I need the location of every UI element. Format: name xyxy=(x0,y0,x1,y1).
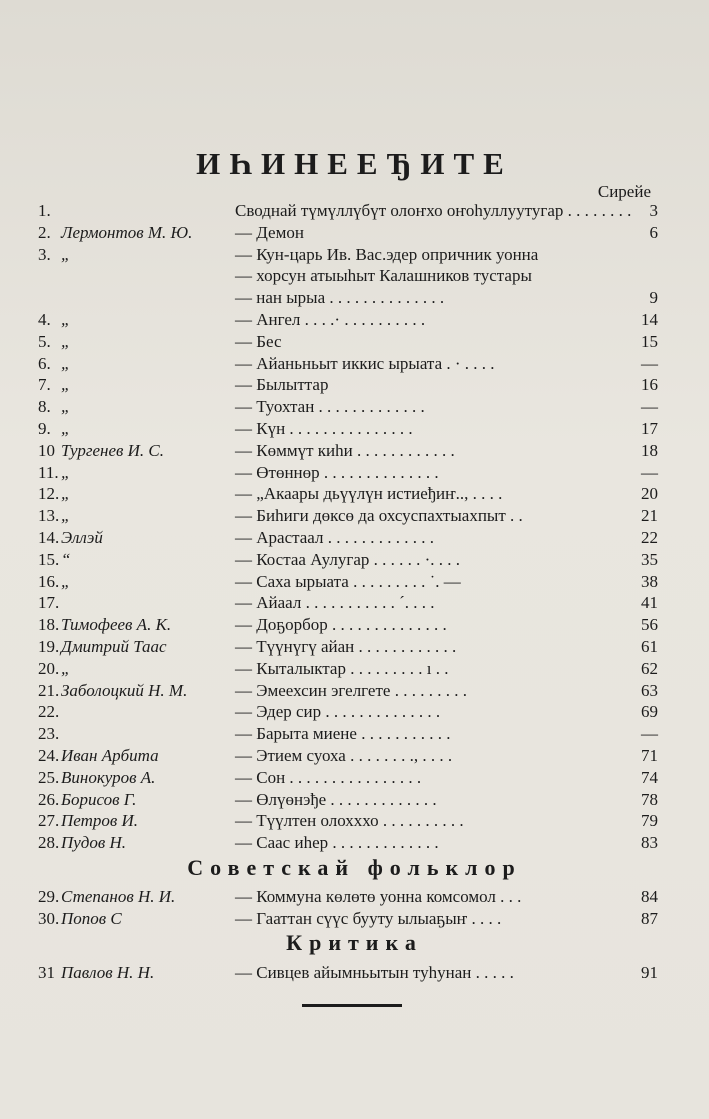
entry-title: — Эмеехсин эгелгете . . . . . . . . . xyxy=(235,680,467,700)
toc-entry xyxy=(38,222,658,244)
entry-author: „ xyxy=(61,506,71,526)
entry-page: 61 xyxy=(641,637,658,656)
entry-author: Попов С xyxy=(61,909,122,928)
entry-author: „ xyxy=(61,353,71,373)
entry-number: 8. xyxy=(38,397,51,417)
entry-number: 27. xyxy=(38,811,60,831)
entry-title: — Эдер сир . . . . . . . . . . . . . . xyxy=(235,702,441,722)
entry-title: — нан ырыа . . . . . . . . . . . . . . xyxy=(235,288,445,308)
entry-title: — Бес xyxy=(235,331,282,351)
toc-entry xyxy=(38,767,658,789)
toc-entry xyxy=(38,886,658,908)
entry-author: Петров И. xyxy=(61,811,139,831)
toc-entry xyxy=(38,440,658,462)
entry-title: — Демон xyxy=(235,222,304,242)
entry-author: „ xyxy=(61,484,71,504)
toc-entry xyxy=(38,353,658,375)
entry-number: 15. xyxy=(38,549,60,569)
toc-entry xyxy=(38,200,658,222)
entry-author: Борисов Г. xyxy=(61,789,137,809)
toc-entry xyxy=(38,962,658,984)
page-column-label: Сирейе xyxy=(597,182,651,201)
entry-title: — Ангел . . . .· . . . . . . . . . . xyxy=(235,310,426,329)
entry-author: Дмитрий Таас xyxy=(61,637,167,656)
entry-page: 38 xyxy=(641,571,658,591)
entry-author: Лермонтов М. Ю. xyxy=(61,222,193,242)
entry-author: Павлов Н. Н. xyxy=(61,963,155,982)
entry-number: 5. xyxy=(38,331,51,351)
entry-page: 18 xyxy=(641,440,658,460)
entry-page: 15 xyxy=(641,331,658,351)
toc-entry xyxy=(38,680,658,702)
entry-author: „ xyxy=(61,331,71,351)
entry-number: 11. xyxy=(38,462,59,482)
entry-title: — Костаа Аулугар . . . . . . ·. . . . xyxy=(235,549,461,569)
entry-title: — Биһиги дөксө да охсуспахтыахпыт . . xyxy=(235,506,523,526)
entry-number: 22. xyxy=(38,702,60,722)
entry-title: — Күн . . . . . . . . . . . . . . . xyxy=(235,419,413,438)
entry-number: 26. xyxy=(38,789,60,809)
entry-author: „ xyxy=(61,419,71,438)
entry-page: — xyxy=(641,397,658,417)
entry-number: 4. xyxy=(38,310,51,329)
entry-author: Винокуров А. xyxy=(61,767,156,787)
entry-title: — Туохтан . . . . . . . . . . . . . xyxy=(235,397,425,417)
entry-number: 2. xyxy=(38,222,51,242)
page-title: ИҺИНЕЕЂИТЕ xyxy=(196,146,513,181)
entry-number: 31 xyxy=(38,963,55,982)
entry-author: „ xyxy=(61,571,71,591)
toc-entry xyxy=(38,908,658,930)
entry-number: 1. xyxy=(38,201,51,220)
entry-number: 16. xyxy=(38,571,60,591)
toc-entry xyxy=(38,832,658,854)
toc-entry xyxy=(38,527,658,549)
entry-number: 23. xyxy=(38,724,60,744)
toc-entry xyxy=(38,701,658,723)
toc-entry xyxy=(38,658,658,680)
entry-page: 71 xyxy=(641,746,658,765)
entry-page: 41 xyxy=(641,593,658,613)
entry-number: 7. xyxy=(38,375,51,395)
entry-number: 13. xyxy=(38,506,60,526)
entry-page: 63 xyxy=(641,680,658,700)
entry-title: — Өтөннөр . . . . . . . . . . . . . . xyxy=(235,462,439,482)
entry-author: „ xyxy=(61,658,71,678)
entry-number: 10 xyxy=(38,440,55,460)
toc-entry xyxy=(38,745,658,767)
entry-number: 25. xyxy=(38,767,60,787)
entry-page: 62 xyxy=(641,658,658,678)
toc-entry xyxy=(38,723,658,745)
toc-entry xyxy=(38,505,658,527)
entry-page: — xyxy=(641,462,658,482)
entry-number: 6. xyxy=(38,353,51,373)
entry-title: — Айаньньыт иккис ырыата . · . . . . xyxy=(235,353,495,373)
toc-entry xyxy=(38,331,658,353)
entry-page: 3 xyxy=(649,201,658,220)
entry-page: 9 xyxy=(649,288,658,308)
section-title-folklore: Советскай фольклор xyxy=(187,855,522,880)
entry-title: — Өлүөнэђе . . . . . . . . . . . . . xyxy=(235,789,437,809)
entry-author: Тургенев И. С. xyxy=(61,440,165,460)
closing-rule xyxy=(302,1004,402,1007)
entry-title: — Доҕорбор . . . . . . . . . . . . . . xyxy=(235,615,447,635)
toc-entry xyxy=(38,287,658,309)
entry-title: — „Акаары дьүүлүн истиеђиҥ.., . . . . xyxy=(235,484,503,504)
entry-author: „ xyxy=(61,462,71,482)
toc-entry xyxy=(38,265,658,287)
entry-author: “ xyxy=(61,549,71,569)
entry-title: — Түүнүгү айан . . . . . . . . . . . . xyxy=(235,637,457,656)
section-title-critique: Критика xyxy=(286,930,423,955)
toc-entry xyxy=(38,614,658,636)
entry-page: 56 xyxy=(641,615,658,635)
entry-page: 21 xyxy=(641,506,658,526)
entry-page: — xyxy=(641,724,658,744)
entry-page: 14 xyxy=(641,310,658,329)
entry-title: — Түүлтен олохххо . . . . . . . . . . xyxy=(235,811,464,831)
toc-entry xyxy=(38,462,658,484)
toc-entry xyxy=(38,636,658,658)
entry-author: Эллэй xyxy=(61,528,103,547)
toc-entry xyxy=(38,396,658,418)
entry-title: — Кыталыктар . . . . . . . . . ı . . xyxy=(235,658,449,678)
entry-title: — Айаал . . . . . . . . . . . ˊ. . . . xyxy=(235,593,435,613)
entry-title: — Этием суоха . . . . . . . ., . . . . xyxy=(235,746,453,765)
entry-title: — Саха ырыата . . . . . . . . . ˙. — xyxy=(235,571,461,591)
entry-page: 35 xyxy=(641,549,658,569)
entry-author: „ xyxy=(61,375,71,395)
toc-entry xyxy=(38,418,658,440)
entry-title: — Коммуна көлөтө уонна комсомол . . . xyxy=(235,887,522,906)
toc-entry xyxy=(38,789,658,811)
entry-page: 79 xyxy=(641,811,658,831)
entry-number: 19. xyxy=(38,637,60,656)
toc-entry xyxy=(38,309,658,331)
entry-author: Тимофеев А. К. xyxy=(61,615,172,635)
entry-title: — Кун-царь Ив. Вас.эдер опричник уонна xyxy=(235,244,539,264)
entry-author: Пудов Н. xyxy=(61,833,127,853)
entry-title: — Гааттан сүүс бууту ылыаҕыҥ . . . . xyxy=(235,909,502,928)
toc-entry xyxy=(38,810,658,832)
entry-number: 20. xyxy=(38,658,60,678)
entry-number: 29. xyxy=(38,887,60,906)
entry-number: 9. xyxy=(38,419,51,438)
toc-entry xyxy=(38,374,658,396)
entry-title: — Былыттар xyxy=(235,375,329,395)
entry-title: — Сивцев айымньытын туһунан . . . . . xyxy=(235,963,514,982)
entry-number: 14. xyxy=(38,528,60,547)
entry-page: 20 xyxy=(641,484,658,504)
entry-title: — Саас иһер . . . . . . . . . . . . . xyxy=(235,833,439,853)
toc-entry xyxy=(38,244,658,266)
entry-number: 30. xyxy=(38,909,60,928)
toc-entry xyxy=(38,549,658,571)
entry-page: 74 xyxy=(641,767,658,787)
entry-number: 28. xyxy=(38,833,60,853)
entry-title: — Барыта миене . . . . . . . . . . . xyxy=(235,724,451,744)
entry-number: 12. xyxy=(38,484,60,504)
entry-page: 78 xyxy=(641,789,658,809)
entry-number: 24. xyxy=(38,746,60,765)
entry-page: 6 xyxy=(649,222,658,242)
entry-page: 69 xyxy=(641,702,658,722)
entry-author: „ xyxy=(61,310,71,329)
entry-title: — Көммүт киһи . . . . . . . . . . . . xyxy=(235,440,455,460)
entry-author: „ xyxy=(61,244,71,264)
entry-title: — Сон . . . . . . . . . . . . . . . . xyxy=(235,767,422,787)
entry-page: 83 xyxy=(641,833,658,853)
entry-author: „ xyxy=(61,397,71,417)
entry-author: Заболоцкий Н. М. xyxy=(61,680,188,700)
toc-entry xyxy=(38,592,658,614)
entry-page: 91 xyxy=(641,963,658,982)
entry-number: 3. xyxy=(38,244,51,264)
entry-page: 22 xyxy=(641,528,658,547)
toc-entry xyxy=(38,483,658,505)
entry-page: 87 xyxy=(641,909,658,928)
entry-title: — Арастаал . . . . . . . . . . . . . xyxy=(235,528,434,547)
entry-page: 16 xyxy=(641,375,658,395)
entry-number: 17. xyxy=(38,593,60,613)
entry-title: Своднай түмүллүбүт олоҥхо оҥоһуллуутугар . . . . . . . . xyxy=(235,201,632,220)
entry-page: — xyxy=(641,353,658,373)
entry-author: Степанов Н. И. xyxy=(61,887,176,906)
entry-number: 21. xyxy=(38,680,60,700)
entry-page: 17 xyxy=(641,419,658,438)
entry-author: Иван Арбита xyxy=(61,746,159,765)
toc-entry xyxy=(38,571,658,593)
entry-title: — хорсун атыыһыт Калашников тустары xyxy=(235,266,532,286)
entry-number: 18. xyxy=(38,615,60,635)
entry-page: 84 xyxy=(641,887,658,906)
